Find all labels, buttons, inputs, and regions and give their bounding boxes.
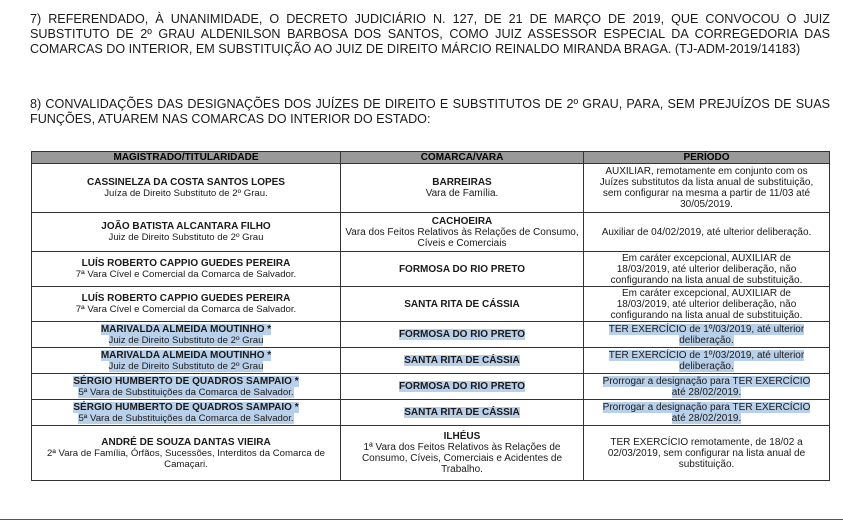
comarca-name: FORMOSA DO RIO PRETO — [398, 381, 526, 392]
periodo-cell — [584, 287, 830, 322]
paragraph-item-7: 7) REFERENDADO, À UNANIMIDADE, O DECRETO JUDICIÁRIO N. 127, DE 21 DE MARÇO DE 2019, QUE CONVOCOU O JUIZ SUBSTITUTO DE 2º GRAU ALDENILSON BARBOSA DOS SANTOS, COMO JUIZ ASSESSOR ESPECIAL DA CORREGEDORIA DAS COMARCAS DO INTERIOR, EM SUBSTITUIÇÃO AO JUIZ DE DIREITO MÁRCIO REINALDO MIRANDA BRAGA. (TJ-ADM-2019/14183) — [30, 12, 830, 56]
periodo-line: AUXILIAR, remotamente em conjunto com os — [605, 166, 808, 177]
comarca-name: SANTA RITA DE CÁSSIA — [404, 355, 520, 366]
comarca-cell — [341, 400, 584, 426]
periodo-line: sem configurar na mesma a partir de 11/03 até — [602, 188, 811, 199]
table-header-row — [32, 152, 830, 164]
magistrate-name: MARIVALDA ALMEIDA MOUTINHO * — [100, 349, 272, 361]
comarca-name: ILHÉUS — [443, 431, 481, 442]
periodo-cell — [584, 348, 830, 374]
magistrate-cell — [32, 426, 341, 481]
comarca-cell — [341, 287, 584, 322]
magistrate-name: JOÃO BATISTA ALCANTARA FILHO — [101, 221, 271, 232]
magistrate-title: Juíza de Direito Substituto de 2º Grau. — [104, 188, 268, 199]
comarca-cell — [341, 426, 584, 481]
periodo-cell — [584, 426, 830, 481]
comarca-cell — [341, 164, 584, 213]
comarca-cell — [341, 348, 584, 374]
table-row — [32, 287, 830, 322]
paragraph-item-8: 8) CONVALIDAÇÕES DAS DESIGNAÇÕES DOS JUÍZES DE DIREITO E SUBSTITUTOS DE 2º GRAU, PARA, SEM PREJUÍZOS DE SUAS FUNÇÕES, ATUAREM NAS COMARCAS DO INTERIOR DO ESTADO: — [30, 97, 830, 126]
magistrate-title: Juiz de Direito Substituto de 2º Grau — [108, 360, 264, 372]
comarca-name: CACHOEIRA — [431, 215, 493, 227]
magistrate-cell — [32, 322, 341, 348]
magistrate-name: LUÍS ROBERTO CAPPIO GUEDES PEREIRA — [81, 258, 291, 269]
periodo-line: deliberação. — [679, 360, 734, 372]
designations-table — [31, 151, 830, 481]
magistrate-name: SÉRGIO HUMBERTO DE QUADROS SAMPAIO * — [73, 401, 299, 413]
periodo-line: TER EXERCÍCIO de 1º/03/2019, até ulterior — [608, 349, 805, 361]
vara-name: Vara dos Feitos Relativos às Relações de Consumo, Cíveis e Comerciais — [345, 226, 579, 249]
periodo-cell — [584, 213, 830, 252]
page-bottom-rule — [0, 519, 843, 520]
periodo-line: 02/03/2019, sem configurar na lista anual de — [607, 447, 806, 459]
periodo-cell — [584, 322, 830, 348]
table-row — [32, 400, 830, 426]
magistrate-name: ANDRÉ DE SOUZA DANTAS VIEIRA — [101, 436, 271, 448]
periodo-cell — [584, 374, 830, 400]
table-row — [32, 164, 830, 213]
header-magistrado: MAGISTRADO/TITULARIDADE — [32, 152, 341, 164]
table-row — [32, 374, 830, 400]
comarca-name: BARREIRAS — [432, 177, 492, 188]
magistrate-cell — [32, 213, 341, 252]
periodo-line: TER EXERCÍCIO de 1º/03/2019, até ulterior — [608, 323, 805, 335]
periodo-cell — [584, 252, 830, 287]
comarca-name: FORMOSA DO RIO PRETO — [398, 263, 526, 275]
magistrate-name: MARIVALDA ALMEIDA MOUTINHO * — [100, 323, 272, 335]
periodo-line: configurando na lista anual de substituição. — [610, 309, 803, 321]
comarca-name: FORMOSA DO RIO PRETO — [398, 329, 526, 340]
comarca-cell — [341, 322, 584, 348]
periodo-line: configurando na lista anual de substituição. — [610, 274, 803, 286]
comarca-cell — [341, 374, 584, 400]
periodo-line: substituição. — [678, 458, 735, 470]
comarca-cell — [341, 252, 584, 287]
periodo-line: 18/03/2019, até ulterior deliberação, não — [616, 263, 797, 275]
magistrate-name: LUÍS ROBERTO CAPPIO GUEDES PEREIRA — [81, 293, 291, 304]
periodo-line: até 28/02/2019. — [671, 412, 742, 424]
comarca-name: SANTA RITA DE CÁSSIA — [404, 298, 520, 310]
table-row — [32, 252, 830, 287]
table-row — [32, 426, 830, 481]
header-comarca: COMARCA/VARA — [341, 152, 584, 164]
magistrate-title: 5ª Vara de Substituições da Comarca de Salvador. — [78, 412, 294, 424]
magistrate-title: 5ª Vara de Substituições da Comarca de Salvador. — [78, 386, 294, 398]
magistrate-cell — [32, 252, 341, 287]
periodo-line: até 28/02/2019. — [671, 386, 742, 398]
periodo-line: 18/03/2019, até ulterior deliberação, não — [616, 298, 797, 310]
periodo-line: Em caráter excepcional, AUXILIAR de — [622, 287, 791, 299]
periodo-line: 30/05/2019. — [680, 199, 733, 210]
header-periodo: PERÍODO — [584, 152, 830, 164]
magistrate-title: Juiz de Direito Substituto de 2º Grau — [108, 232, 264, 243]
periodo-line: TER EXERCÍCIO remotamente, de 18/02 a — [610, 436, 803, 448]
periodo-cell — [584, 400, 830, 426]
periodo-line: Prorrogar a designação para TER EXERCÍCIO — [602, 375, 811, 387]
magistrate-title: 2ª Vara de Família, Órfãos, Sucessões, Interditos da Comarca de Camaçari. — [47, 447, 325, 470]
comarca-cell — [341, 213, 584, 252]
table-row — [32, 348, 830, 374]
magistrate-cell — [32, 348, 341, 374]
magistrate-cell — [32, 287, 341, 322]
magistrate-title: 7ª Vara Cível e Comercial da Comarca de Salvador. — [75, 269, 297, 280]
magistrate-title: 7ª Vara Cível e Comercial da Comarca de Salvador. — [75, 304, 297, 315]
table-row — [32, 322, 830, 348]
vara-name: 1ª Vara dos Feitos Relativos às Relações de Consumo, Cíveis, Comerciais e Acidentes de Trabalho. — [361, 442, 563, 475]
periodo-cell — [584, 164, 830, 213]
magistrate-cell — [32, 400, 341, 426]
periodo-line: Auxiliar de 04/02/2019, até ulterior deliberação. — [601, 226, 812, 238]
vara-name: Vara de Família. — [425, 188, 499, 199]
periodo-line: deliberação. — [679, 334, 734, 346]
table-row — [32, 213, 830, 252]
magistrate-cell — [32, 374, 341, 400]
magistrate-title: Juiz de Direito Substituto de 2º Grau — [108, 334, 264, 346]
periodo-line: Juízes substitutos da lista anual de substituição, — [599, 177, 814, 188]
comarca-name: SANTA RITA DE CÁSSIA — [404, 407, 520, 418]
magistrate-cell — [32, 164, 341, 213]
periodo-line: Em caráter excepcional, AUXILIAR de — [622, 252, 791, 264]
magistrate-name: CASSINELZA DA COSTA SANTOS LOPES — [87, 177, 285, 188]
periodo-line: Prorrogar a designação para TER EXERCÍCIO — [602, 401, 811, 413]
magistrate-name: SÉRGIO HUMBERTO DE QUADROS SAMPAIO * — [73, 375, 299, 387]
